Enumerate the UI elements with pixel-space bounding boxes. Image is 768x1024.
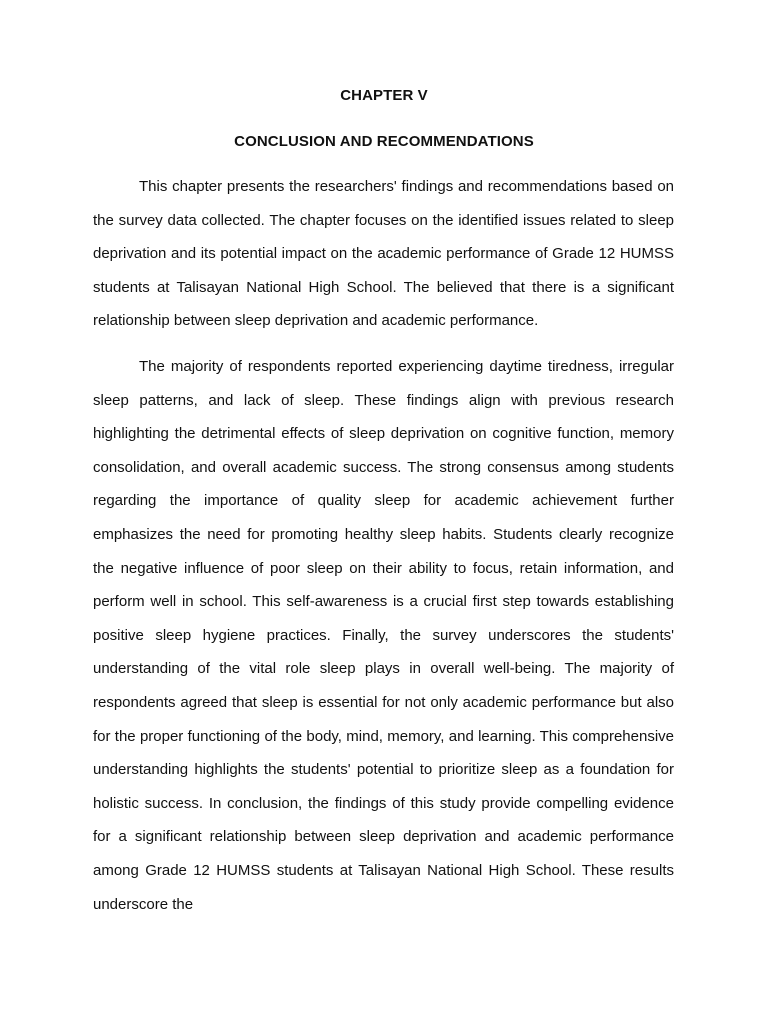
chapter-label: CHAPTER V <box>340 87 428 104</box>
paragraph-introduction: This chapter presents the researchers' findings and recommendations based on the survey data collected. The chapter focuses on the identified issues related to sleep deprivation and its potential impact on the academic performance of Grade 12 HUMSS students at Talisayan National High School. The believed that there is a significant relationship between sleep deprivation and academic performance. <box>93 178 674 330</box>
paragraph-findings: The majority of respondents reported experiencing daytime tiredness, irregular sleep patterns, and lack of sleep. These findings align with previous research highlighting the detrimental effects of sleep deprivation on cognitive function, memory consolidation, and overall academic success. The strong consensus among students regarding the importance of quality sleep for academic achievement further emphasizes the need for promoting healthy sleep habits. Students clearly recognize the negative influence of poor sleep on their ability to focus, retain information, and perform well in school. This self-awareness is a crucial first step towards establishing positive sleep hygiene practices. Finally, the survey underscores the students' understanding of the vital role sleep plays in overall well-being. The majority of respondents agreed that sleep is essential for not only academic performance but also for the proper functioning of the body, mind, memory, and learning. This comprehensive understanding highlights the students' potential to prioritize sleep as a foundation for holistic success. In conclusion, the findings of this study provide compelling evidence for a significant relationship between sleep deprivation and academic performance among Grade 12 HUMSS students at Talisayan National High School. These results underscore the <box>93 358 674 913</box>
chapter-title: CONCLUSION AND RECOMMENDATIONS <box>234 133 534 150</box>
